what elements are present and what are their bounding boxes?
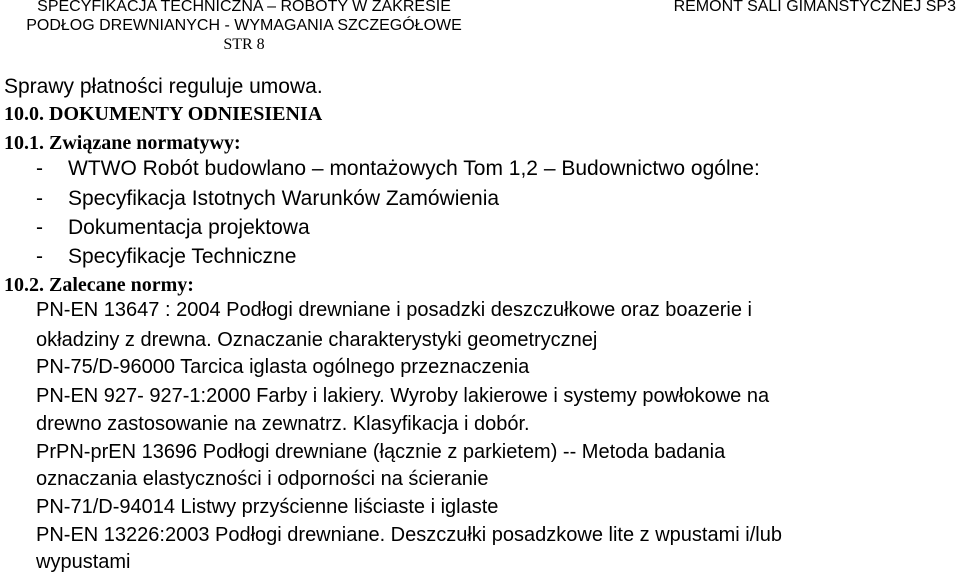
section-heading-10-2: 10.2. Zalecane normy: <box>4 274 194 296</box>
list-item: - WTWO Robót budowlano – montażowych Tom 1,2 – Budownictwo ogólne: <box>36 157 760 180</box>
standard-line: okładziny z drewna. Oznaczanie charakterystyki geometrycznej <box>36 329 598 351</box>
header-title-line-2: PODŁOG DREWNIANYCH - WYMAGANIA SZCZEGÓŁOWE <box>26 17 462 34</box>
standard-line: PN-EN 13647 : 2004 Podłogi drewniane i posadzki deszczułkowe oraz boazerie i <box>36 299 752 321</box>
standard-line: PrPN-prEN 13696 Podłogi drewniane (łącznie z parkietem) -- Metoda badania <box>36 441 726 463</box>
list-bullet: - <box>36 216 43 239</box>
intro-paragraph: Sprawy płatności reguluje umowa. <box>4 75 323 98</box>
list-bullet: - <box>36 157 43 180</box>
standard-line: PN-EN 13226:2003 Podłogi drewniane. Deszczułki posadzkowe lite z wpustami i/lub <box>36 524 782 546</box>
section-heading-10-1: 10.1. Związane normatywy: <box>4 132 241 154</box>
list-bullet: - <box>36 245 43 268</box>
header-title-line-1: SPECYFIKACJA TECHNICZNA – ROBOTY W ZAKRESIE <box>37 0 451 15</box>
standard-line: PN-71/D-94014 Listwy przyścienne liściaste i iglaste <box>36 496 499 518</box>
list-item: - Specyfikacje Techniczne <box>36 245 297 268</box>
list-item: - Specyfikacja Istotnych Warunków Zamówienia <box>36 187 500 210</box>
standard-line: wypustami <box>36 551 131 573</box>
document-header-right: REMONT SALI GIMANSTYCZNEJ SP3 <box>673 0 956 15</box>
section-heading-10-0: 10.0. DOKUMENTY ODNIESIENIA <box>4 103 323 125</box>
standard-line: oznaczania elastyczności i odporności na ścieranie <box>36 468 489 490</box>
standard-line: PN-75/D-96000 Tarcica iglasta ogólnego przeznaczenia <box>36 356 530 378</box>
page-number: STR 8 <box>223 36 265 53</box>
standard-line: PN-EN 927- 927-1:2000 Farby i lakiery. Wyroby lakierowe i systemy powłokowe na <box>36 385 770 407</box>
document-header-left <box>4 0 484 54</box>
list-item: - Dokumentacja projektowa <box>36 216 310 239</box>
standard-line: drewno zastosowanie na zewnatrz. Klasyfikacja i dobór. <box>36 413 530 435</box>
list-bullet: - <box>36 187 43 210</box>
